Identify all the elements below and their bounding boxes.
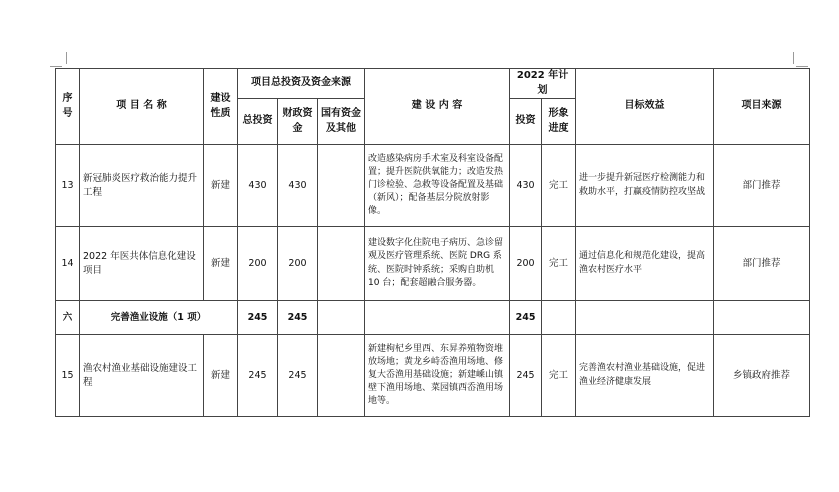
section-state — [318, 301, 365, 335]
row-content: 改造感染病房手术室及科室设备配置；提升医院供氧能力；改造发热门诊检验、急救等设备配置及基础（新风）；配备基层分院放射影像。 — [365, 145, 510, 227]
crop-mark-top-left-v — [66, 52, 67, 64]
row-seq: 14 — [56, 227, 80, 301]
header-content: 建 设 内 容 — [365, 69, 510, 145]
table-row — [56, 145, 810, 227]
section-fiscal: 245 — [278, 301, 318, 335]
section-benefit — [576, 301, 714, 335]
header-name: 项 目 名 称 — [80, 69, 204, 145]
row-fiscal: 245 — [278, 335, 318, 417]
row-source: 乡镇政府推荐 — [714, 335, 810, 417]
row-total: 245 — [238, 335, 278, 417]
row-state — [318, 145, 365, 227]
row-total: 200 — [238, 227, 278, 301]
crop-mark-top-left-h — [50, 66, 62, 67]
row-plan-invest: 200 — [510, 227, 542, 301]
project-table — [55, 68, 810, 417]
header-invest-group: 项目总投资及资金来源 — [238, 69, 365, 99]
row-plan-invest: 430 — [510, 145, 542, 227]
section-total: 245 — [238, 301, 278, 335]
row-nature: 新建 — [204, 335, 238, 417]
row-progress: 完工 — [542, 145, 576, 227]
row-seq: 13 — [56, 145, 80, 227]
row-fiscal: 200 — [278, 227, 318, 301]
section-seq: 六 — [56, 301, 80, 335]
header-state: 国有资金及其他 — [318, 99, 365, 145]
section-content — [365, 301, 510, 335]
header-progress: 形象进度 — [542, 99, 576, 145]
crop-mark-top-right-v — [793, 52, 794, 64]
section-progress — [542, 301, 576, 335]
section-name: 完善渔业设施（1 项） — [80, 301, 238, 335]
row-plan-invest: 245 — [510, 335, 542, 417]
row-total: 430 — [238, 145, 278, 227]
header-nature: 建设性质 — [204, 69, 238, 145]
row-benefit: 进一步提升新冠医疗检测能力和救助水平，打赢疫情防控攻坚战 — [576, 145, 714, 227]
header-source: 项目来源 — [714, 69, 810, 145]
row-benefit: 通过信息化和规范化建设，提高渔农村医疗水平 — [576, 227, 714, 301]
table-row — [56, 335, 810, 417]
header-row-1 — [56, 69, 810, 99]
header-benefit: 目标效益 — [576, 69, 714, 145]
row-nature: 新建 — [204, 145, 238, 227]
row-fiscal: 430 — [278, 145, 318, 227]
section-row — [56, 301, 810, 335]
header-plan-invest: 投资 — [510, 99, 542, 145]
row-source: 部门推荐 — [714, 145, 810, 227]
row-name: 2022 年医共体信息化建设项目 — [80, 227, 204, 301]
row-seq: 15 — [56, 335, 80, 417]
row-state — [318, 227, 365, 301]
section-source — [714, 301, 810, 335]
header-fiscal: 财政资金 — [278, 99, 318, 145]
row-source: 部门推荐 — [714, 227, 810, 301]
header-plan-group: 2022 年计划 — [510, 69, 576, 99]
row-name: 渔农村渔业基础设施建设工程 — [80, 335, 204, 417]
row-benefit: 完善渔农村渔业基础设施，促进渔业经济健康发展 — [576, 335, 714, 417]
row-content: 建设数字化住院电子病历、急诊留观及医疗管理系统、医院 DRG 系统、医院时钟系统；采购自助机 10 台；配套超融合服务器。 — [365, 227, 510, 301]
row-progress: 完工 — [542, 335, 576, 417]
crop-mark-top-right-h — [796, 66, 808, 67]
row-name: 新冠肺炎医疗救治能力提升工程 — [80, 145, 204, 227]
header-seq: 序号 — [56, 69, 80, 145]
header-total: 总投资 — [238, 99, 278, 145]
row-content: 新建枸杞乡里西、东昇养殖物资堆放场地；黄龙乡峙岙渔用场地、修复大岙渔用基础设施；新建嵊山镇壁下渔用场地、菜园镇西岙渔用场地等。 — [365, 335, 510, 417]
table-row — [56, 227, 810, 301]
row-progress: 完工 — [542, 227, 576, 301]
section-plan-invest: 245 — [510, 301, 542, 335]
row-nature: 新建 — [204, 227, 238, 301]
row-state — [318, 335, 365, 417]
